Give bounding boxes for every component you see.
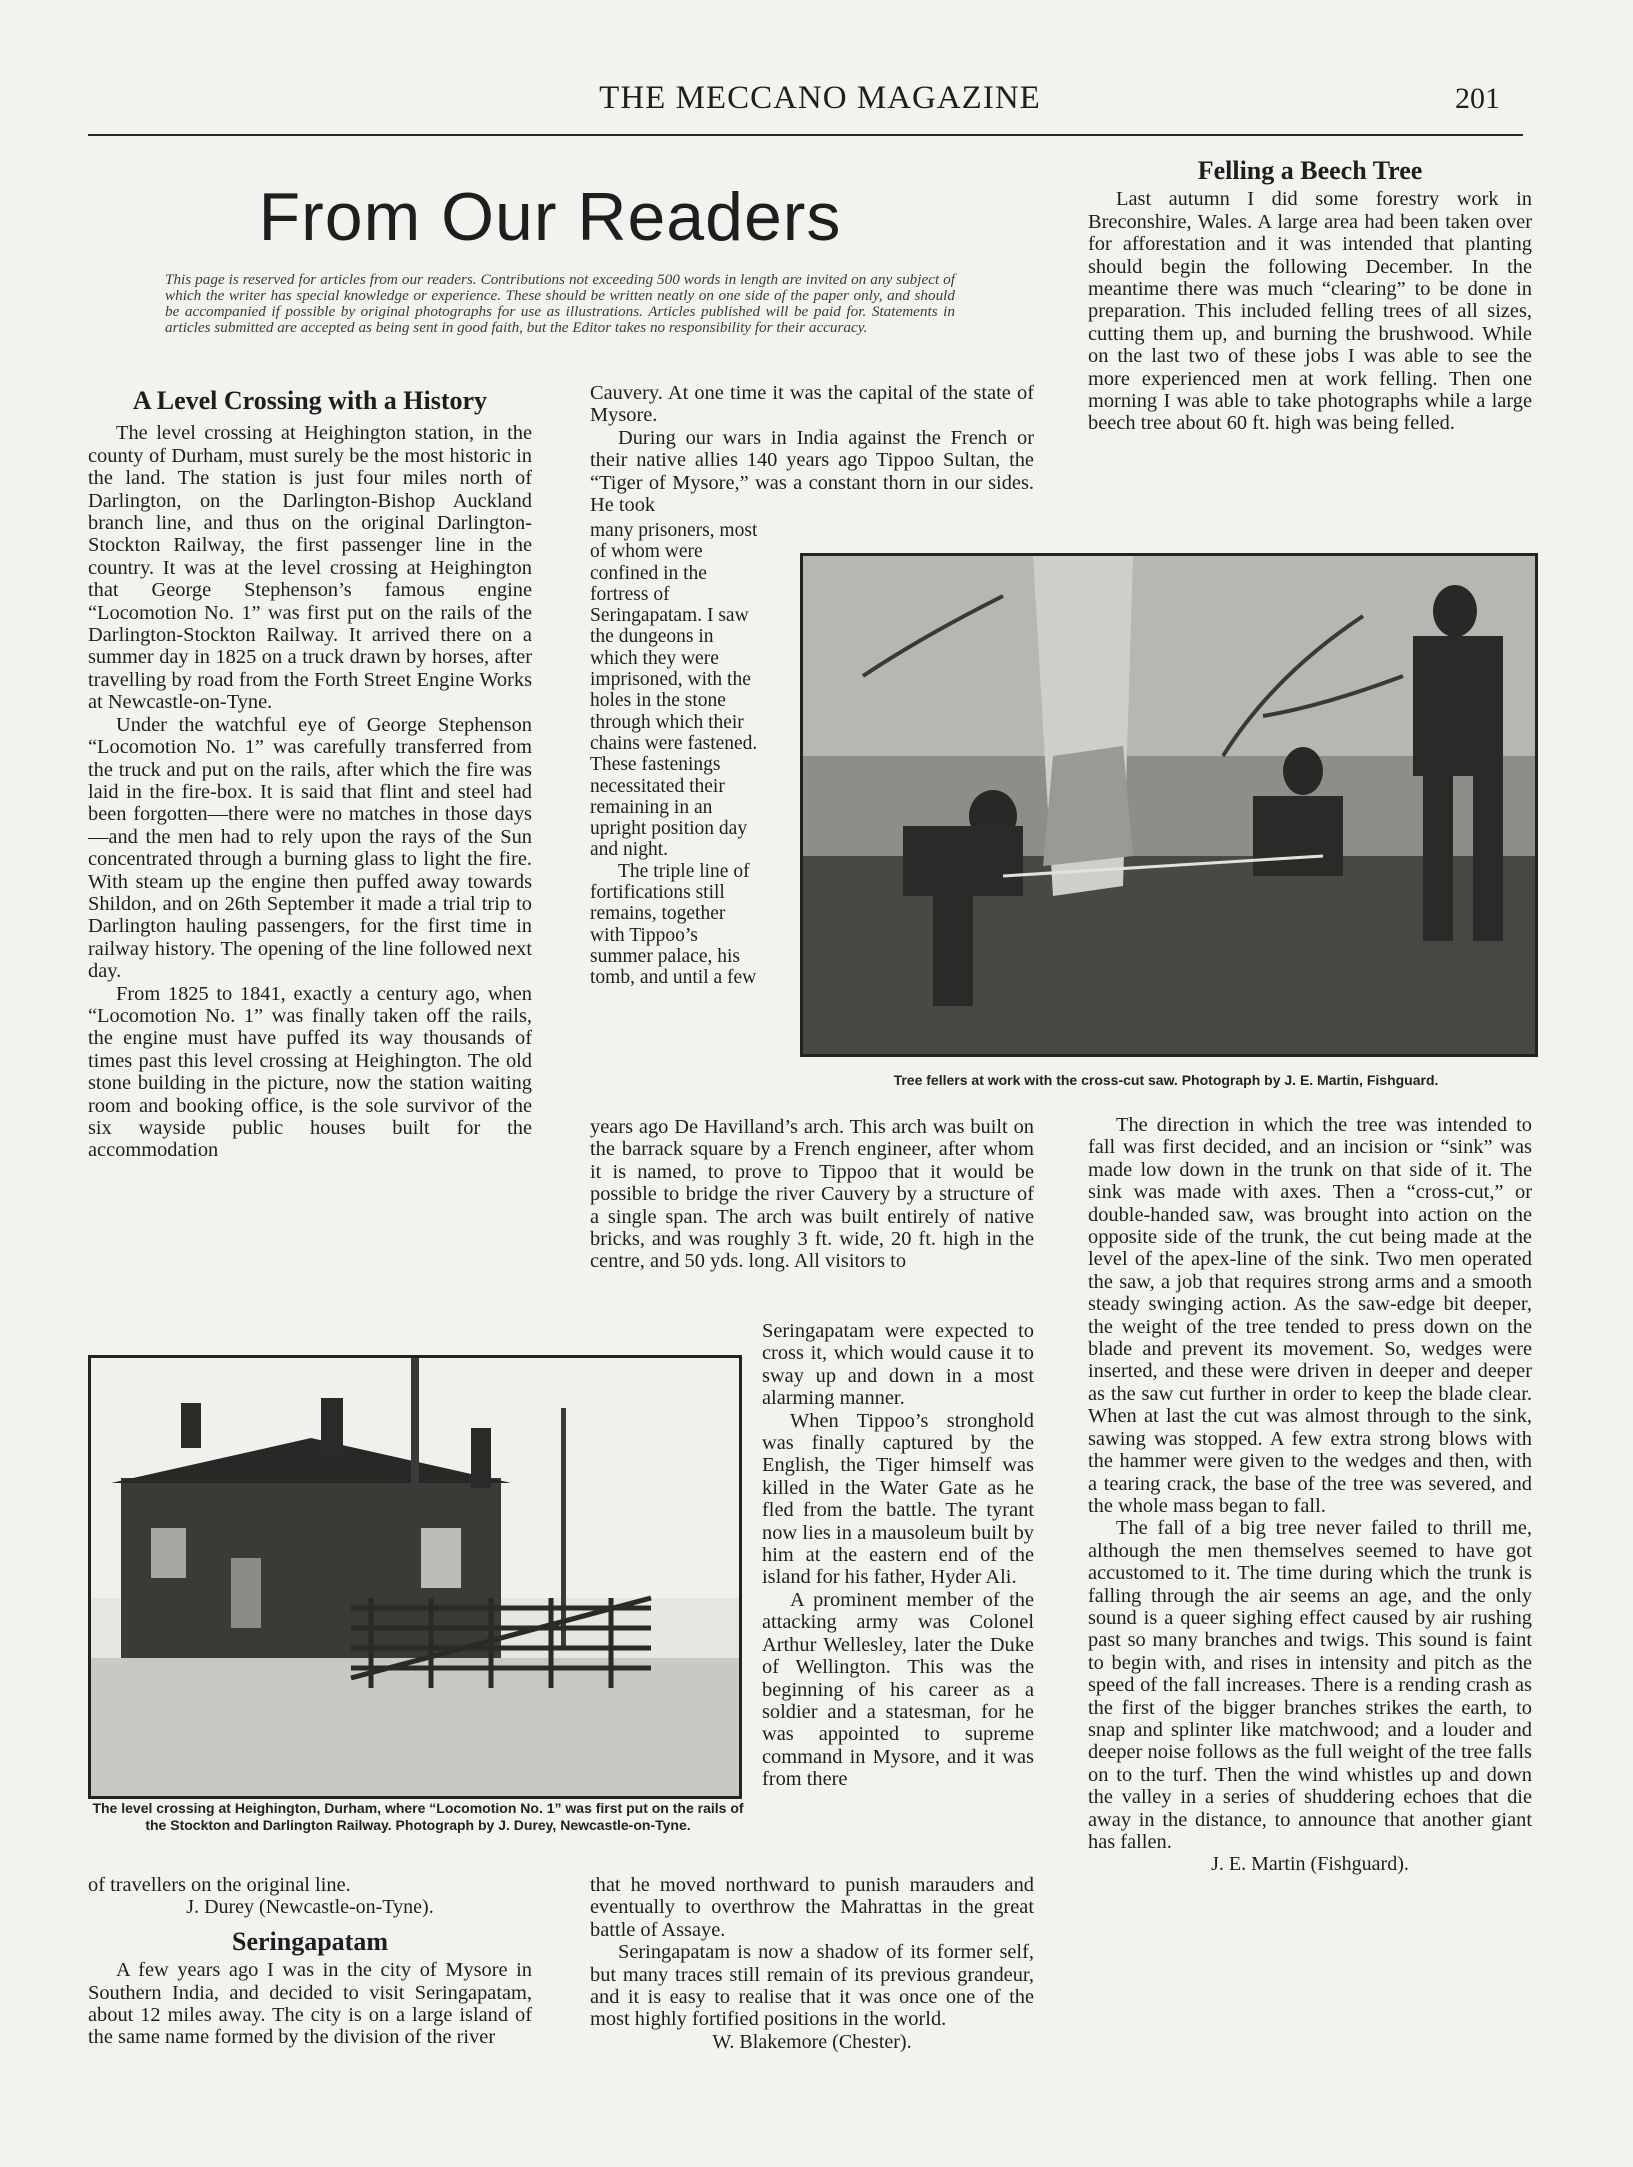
- article-paragraph: that he moved northward to punish marauders and eventually to overthrow the Mahrattas in the great battle of Assaye.: [590, 1874, 1034, 1941]
- article-paragraph: When Tippoo’s stronghold was finally captured by the English, the Tiger himself was killed in the Water Gate as he fled from the battle. The tyrant now lies in a mausoleum built by him at the eastern end of the island for his father, Hyder Ali.: [762, 1409, 1034, 1589]
- article-paragraph: The direction in which the tree was intended to fall was first decided, and an incision or “sink” was made low down in the trunk on that side of it. The sink was made with axes. Then a “cross-cut,” or double-handed saw, was brought into action on the opposite side of the trunk, the cut being made at the level of the apex-line of the sink. Two men operated the saw, a job that requires strong arms and a smooth steady swinging action. As the saw-edge bit deeper, the weight of the tree tended to press down on the blade and prevent its movement. So, wedges were inserted, and these were driven in deeper and deeper as the saw cut further in order to keep the blade clear. When at last the cut was almost through to the sink, sawing was stopped. A few extra strong blows with the hammer were given to the wedges and then, with a tearing crack, the base of the tree was severed, and the whole mass began to fall.: [1088, 1114, 1532, 1517]
- page-number: 201: [1455, 82, 1500, 115]
- article-paragraph: A few years ago I was in the city of Mysore in Southern India, and decided to visit Seringapatam, about 12 miles away. The city is on a large island of the same name formed by the division of the river: [88, 1959, 532, 2049]
- magazine-title: THE MECCANO MAGAZINE: [599, 80, 1041, 116]
- author-signature: W. Blakemore (Chester).: [712, 2030, 912, 2053]
- article-heading: Felling a Beech Tree: [1197, 156, 1423, 185]
- article-paragraph: During our wars in India against the French or their native allies 140 years ago Tippoo Sultan, the “Tiger of Mysore,” was a constant thorn in our sides. He took: [590, 426, 1034, 517]
- article-paragraph: Under the watchful eye of George Stephenson “Locomotion No. 1” was carefully transferred from the truck and put on the rails, after which the fire was laid in the fire-box. It is said that flint and steel had been forgotten—there were no matches in those days—and the men had to rely upon the rays of the Sun concentrated through a burning glass to light the fire. With steam up the engine then puffed away towards Shildon, and on 26th September it made a trial trip to Darlington hauling passengers, for the first time in railway history. The opening of the line followed next day.: [88, 713, 532, 983]
- article-paragraph: Last autumn I did some forestry work in Breconshire, Wales. A large area had been taken over for afforestation and it was intended that planting should begin the following December. In the meantime there was much “clearing” to be done in preparation. This included felling trees of all sizes, cutting them up, and burning the brushwood. While on the last two of these jobs I was able to see the more experienced men at work felling. Then one morning I was able to take photographs while a large beech tree about 60 ft. high was being felled.: [1088, 188, 1532, 435]
- article-paragraph: The fall of a big tree never failed to thrill me, although the men themselves seemed to have got accustomed to it. The time during which the trunk is falling through the air seems an age, and the only sound is a queer sighing effect caused by air rushing past so many branches and twigs. This sound is faint to begin with, and rises in intensity and pitch as the speed of the fall increases. There is a rending crash as the first of the bigger branches strikes the earth, to snap and splinter like matchwood; and a louder and deeper noise follows as the full weight of the tree falls on to the turf. Then the wind whistles up and down the valley in a series of shuddering echoes that die away in the distance, to announce that another giant has fallen.: [1088, 1517, 1532, 1853]
- article-seringapatam-narrow: [590, 520, 760, 989]
- article-paragraph: years ago De Havilland’s arch. This arch was built on the barrack square by a French engineer, after whom it is named, to prove to Tippoo that it would be possible to bridge the river Cauvery by a structure of a single span. The arch was built entirely of native bricks, and was roughly 3 ft. wide, 20 ft. high in the centre, and 50 yds. long. All visitors to: [590, 1116, 1034, 1273]
- article-seringapatam-top: [590, 382, 1034, 516]
- article-paragraph: Seringapatam is now a shadow of its former self, but many traces still remain of its previous grandeur, and it is easy to realise that it was once one of the most highly fortified positions in the world.: [590, 1941, 1034, 2031]
- intro-note: This page is reserved for articles from our readers. Contributions not exceeding 500 words in length are invited on any subject of which the writer has special knowledge or experience. These should be written neatly on one side of the paper only, and should be accompanied if possible by original photographs for use as illustrations. Articles published will be paid for. Statements in articles submitted are accepted as being sent in good faith, but the Editor takes no responsibility for their accuracy.: [165, 271, 955, 336]
- article-paragraph: of travellers on the original line.: [88, 1874, 351, 1896]
- tree-felling-image: [803, 556, 1535, 1054]
- article-level-crossing: [88, 386, 532, 1162]
- article-beech-tree-lower: [1088, 1114, 1532, 1876]
- author-signature: J. Durey (Newcastle-on-Tyne).: [186, 1896, 434, 1919]
- article-beech-tree-top: [1088, 156, 1532, 435]
- article-paragraph: A prominent member of the attacking army was Colonel Arthur Wellesley, later the Duke of Wellington. This was the beginning of his career as a soldier and a statesman, for he was appointed to supreme command in Mysore, and it was from there: [762, 1588, 1034, 1791]
- author-signature: J. E. Martin (Fishguard).: [1211, 1853, 1409, 1876]
- tree-fellers-caption: Tree fellers at work with the cross-cut saw. Photograph by J. E. Martin, Fishguard.: [893, 1072, 1439, 1088]
- article-paragraph: Cauvery. At one time it was the capital of the state of Mysore.: [590, 382, 1034, 427]
- tree-fellers-photo: [800, 553, 1538, 1057]
- header-rule: [88, 134, 1523, 136]
- article-paragraph: many prisoners, most of whom were confined in the fortress of Seringapatam. I saw the dungeons in which they were imprisoned, with the holes in the stone through which their chains were fastened. These fastenings necessitated their remaining in an upright position day and night.: [590, 520, 758, 861]
- article-level-crossing-end: [88, 1874, 532, 2049]
- level-crossing-photo: [88, 1355, 742, 1799]
- article-seringapatam-middle: [590, 1116, 1034, 1273]
- article-paragraph: From 1825 to 1841, exactly a century ago, when “Locomotion No. 1” was finally taken off the rails, the engine must have puffed its way thousands of times past this level crossing at Heighington. The old stone building in the picture, now the station waiting room and booking office, is the sole survivor of the six wayside public houses built for the accommodation: [88, 982, 532, 1162]
- article-paragraph: The triple line of fortifications still remains, together with Tippoo’s summer palace, his tomb, and until a few: [590, 860, 757, 989]
- level-crossing-caption: The level crossing at Heighington, Durham, where “Locomotion No. 1” was first put on the rails of the Stockton and Darlington Railway. Photograph by J. Durey, Newcastle-on-Tyne.: [92, 1800, 744, 1833]
- article-paragraph: The level crossing at Heighington station, in the county of Durham, must surely be the most historic in the land. The station is just four miles north of Darlington, on the Darlington-Bishop Auckland branch line, and thus on the original Darlington-Stockton Railway, the first passenger line in the country. It was at the level crossing at Heighington that George Stephenson’s famous engine “Locomotion No. 1” was first put on the rails of the Darlington-Stockton Railway. It arrived there on a summer day in 1825 on a truck drawn by horses, after travelling by road from the Forth Street Engine Works at Newcastle-on-Tyne.: [88, 422, 532, 714]
- article-heading: Seringapatam: [232, 1926, 388, 1956]
- article-seringapatam-lower: [762, 1320, 1034, 1791]
- article-paragraph: Seringapatam were expected to cross it, which would cause it to sway up and down in a most alarming manner.: [762, 1320, 1034, 1410]
- station-building-image: [91, 1358, 739, 1796]
- page-title: From Our Readers: [258, 179, 842, 255]
- article-seringapatam-end: [590, 1874, 1034, 2053]
- article-heading: A Level Crossing with a History: [132, 386, 488, 415]
